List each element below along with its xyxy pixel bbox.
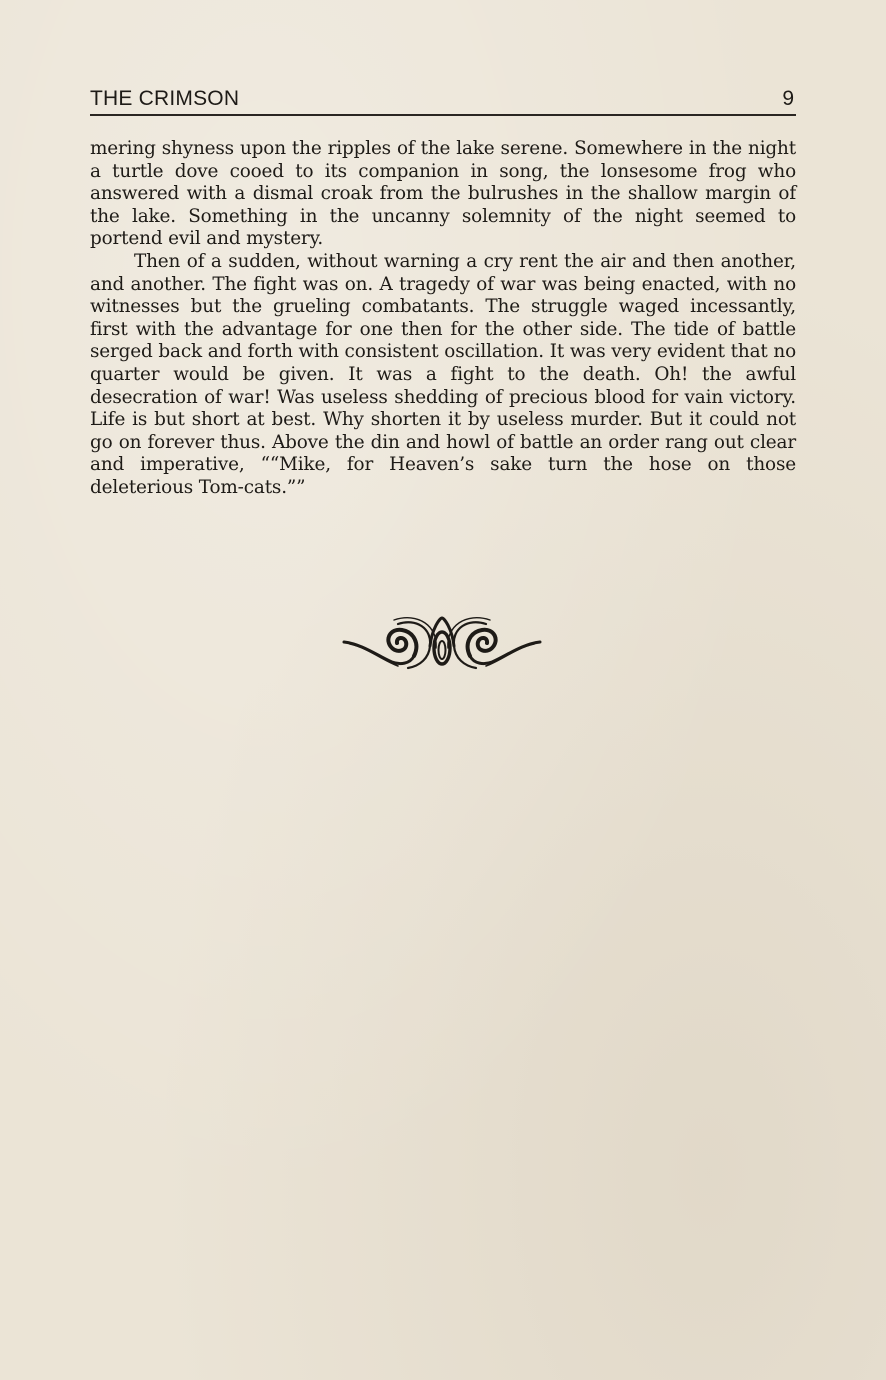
page-header xyxy=(90,86,796,116)
scroll-flourish-icon xyxy=(340,608,544,674)
paragraph-continued: mering shyness upon the ripples of the lake serene. Somewhere in the night a turtle dove cooed to its companion in song, the lonsesome frog who answered with a dismal croak from the bulrushes in the shallow margin of the lake. Something in the uncanny solemnity of the night seemed to portend evil and mystery. xyxy=(90,138,796,250)
paragraph-battle: Then of a sudden, without warning a cry rent the air and then another, and another. The fight was on. A tragedy of war was being enacted, with no witnesses but the grueling combatants. The struggle waged incessantly, first with the advantage for one then for the other side. The tide of battle serged back and forth with consistent oscillation. It was very evident that no quarter would be given. It was a fight to the death. Oh! the awful desecration of war! Was useless shedding of precious blood for vain victory. Life is but short at best. Why shorten it by useless murder. But it could not go on forever thus. Above the din and howl of battle an order rang out clear and imperative, ““Mike, for Heaven’s sake turn the hose on those deleterious Tom-cats.”” xyxy=(90,250,796,498)
running-title: THE CRIMSON xyxy=(90,87,240,110)
page-number: 9 xyxy=(782,87,794,110)
article-body xyxy=(90,138,796,500)
